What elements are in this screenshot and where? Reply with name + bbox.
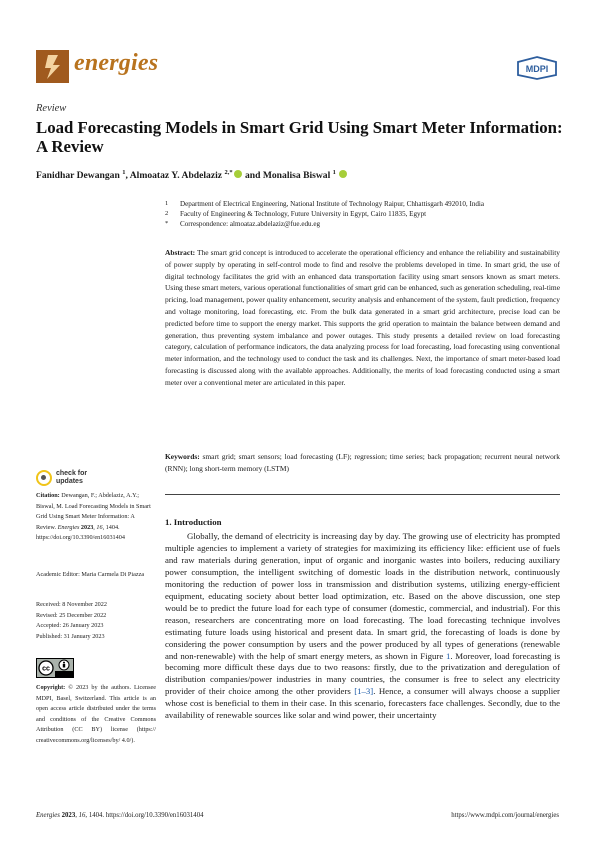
affiliation-list	[165, 199, 575, 229]
cc-license-icon[interactable]	[36, 658, 74, 678]
correspondence: * Correspondence: almoataz.abdelaziz@fue.edu.eg	[165, 220, 321, 228]
affiliation-item: 2 Faculty of Engineering & Technology, Future University in Egypt, Cairo 11835, Egypt	[165, 210, 427, 218]
svg-text:MDPI: MDPI	[525, 64, 549, 74]
author-affiliation-mark: 1	[122, 169, 126, 176]
keywords-text: smart grid; smart sensors; load forecasting (LF); regression; time series; back propagation; recurrent neural network (RNN); long short-term memory (LSTM)	[165, 452, 560, 473]
check-for-updates-button[interactable]: check for updates	[36, 470, 116, 492]
section-divider	[165, 494, 560, 495]
abstract-text: The smart grid concept is introduced to accelerate the operational efficiency and enhance the reliability and sustainability of power supply by operating in self-control mode to find and resolve the problems developed in time. In smart grid, the use of digital technology facilitates the grid with an enhanced data transportation facility using smart sensors known as smart meters. Using these smart meters, various operational functionalities of smart grid can be enhanced, such as generation scheduling, real-time pricing, load management, power quality enhancement, security analysis and enhancement of the system, fault prediction, frequency and voltage monitoring, load forecasting, etc. From the bulk data generated in a smart grid architecture, precise load can be predicted before time to support the energy market. This supports the grid operation to maintain the balance between demand and generation, thus preventing system imbalance and power outages. This study presents a detailed review on load forecasting category, calculation of performance indicators, the data analyzing process for load forecasting, load forecasting using conventional meter information, and the technology used to conduct the task and its challenges. Next, the importance of smart meter-based load forecasting is discussed along with the available approaches. Additionally, the merits of load forecasting conducted using a smart meter over a conventional meter are articulated in this paper.	[165, 248, 560, 387]
footer-doi-link[interactable]: , 1404. https://doi.org/10.3390/en16031404	[85, 812, 204, 819]
keywords-label: Keywords:	[165, 452, 200, 461]
author-name: Fanidhar Dewangan	[36, 170, 120, 182]
author-name: Almoataz Y. Abdelaziz	[129, 170, 223, 182]
copyright-license: Copyright: © 2023 by the authors. Licensee MDPI, Basel, Switzerland. This article is an open access article distributed under the terms and conditions of the Creative Commons Attribution (CC BY) license (https:// creativecommons.org/licenses/by/ 4.0/).	[36, 684, 157, 744]
mdpi-logo-icon	[516, 56, 558, 80]
author-name: Monalisa Biswal	[262, 170, 331, 182]
article-title: Load Forecasting Models in Smart Grid Using Smart Meter Information: A Review	[36, 118, 563, 156]
article-type: Review	[36, 103, 67, 114]
accepted-date: Accepted: 26 January 2023	[36, 622, 104, 629]
reference-link[interactable]: [1–3]	[354, 686, 374, 697]
citation: Citation: Dewangan, F.; Abdelaziz, A.Y.; Biswal, M. Load Forecasting Models in Smart Grid Using Smart Meter Information: A Review. Energies 2023, 16, 1404. https://doi.org/10.3390/en16031404	[36, 492, 151, 541]
svg-text:cc: cc	[42, 665, 50, 673]
revised-date: Revised: 25 December 2022	[36, 611, 107, 619]
footer-citation: Energies 2023, 16, 1404. https://doi.org/10.3390/en16031404	[36, 812, 204, 819]
citation-doi-link[interactable]: , 1404. https://doi.org/10.3390/en16031404	[36, 523, 125, 541]
academic-editor: Academic Editor: Maria Carmela Di Piazza	[36, 571, 145, 578]
journal-name: energies	[74, 50, 159, 76]
author-affiliation-mark: 2,*	[224, 169, 233, 176]
author-list: Fanidhar Dewangan $^1$, Almoataz Y. Abdelaziz $^{2,*}$ and Monalisa Biswal $^1$	[36, 167, 576, 182]
published-date: Published: 31 January 2023	[36, 632, 105, 640]
abstract	[165, 247, 560, 389]
footer-journal-url[interactable]: https://www.mdpi.com/journal/energies	[451, 812, 559, 819]
check-for-updates-icon	[36, 470, 52, 486]
abstract-label: Abstract:	[165, 248, 196, 257]
figure-link[interactable]: 1	[445, 650, 451, 661]
section-heading: 1. Introduction	[165, 517, 222, 527]
publication-dates	[36, 600, 156, 642]
orcid-icon[interactable]	[234, 170, 242, 178]
keywords	[165, 451, 560, 475]
author-affiliation-mark: 1	[332, 169, 336, 176]
received-date: Received: 8 November 2022	[36, 601, 107, 608]
orcid-icon[interactable]	[339, 170, 347, 178]
introduction-paragraph: Globally, the demand of electricity is increasing day by day. The growing use of electricity has prompted multiple agencies to implement a variety of strategies for maximizing its efficiency like: efficient use of fuels and raw materials during generation, input of organic and inorganic wastes into boilers, reducing auxiliary power consumption, the intelligent switching of domestic loads in the distribution network, continuously monitoring the reduction of power loss in transmission and distribution systems, utilizing energy-efficient equipment, educating society about better load optimization, etc. Based on the above discussion, one step would be to predict the future load for each type of consumer (domestic, commercial, and industrial). For this reason, researchers are concentrating more on load forecasting. The load forecasting technique involves estimating future loads using historical and present data. In smart grid, the forecasting of loads is done by considering the power consumption by users and the power produced by all types of generations (renewable and non-renewable) with the help of smart energy meters, as shown in Figure 1. Moreover, load forecasting is becoming more difficult these days due to two reasons: firstly, due to the privatization and deregulation of distribution companies/power industries in many countries, the consumer is free to select any electricity provider of their choice among the other providers [1–3]. Hence, a consumer will always choose a supplier whose cost is beneficial to them in their case. In this scenario, forecasters face challenges. Secondly, due to the availability of renewable sources like solar and wind power, their uncertainty	[165, 531, 561, 721]
affiliation-item: 1 Department of Electrical Engineering, National Institute of Technology Raipur, Chhattisgarh 492010, India	[165, 200, 485, 208]
journal-logo-icon	[36, 50, 69, 83]
